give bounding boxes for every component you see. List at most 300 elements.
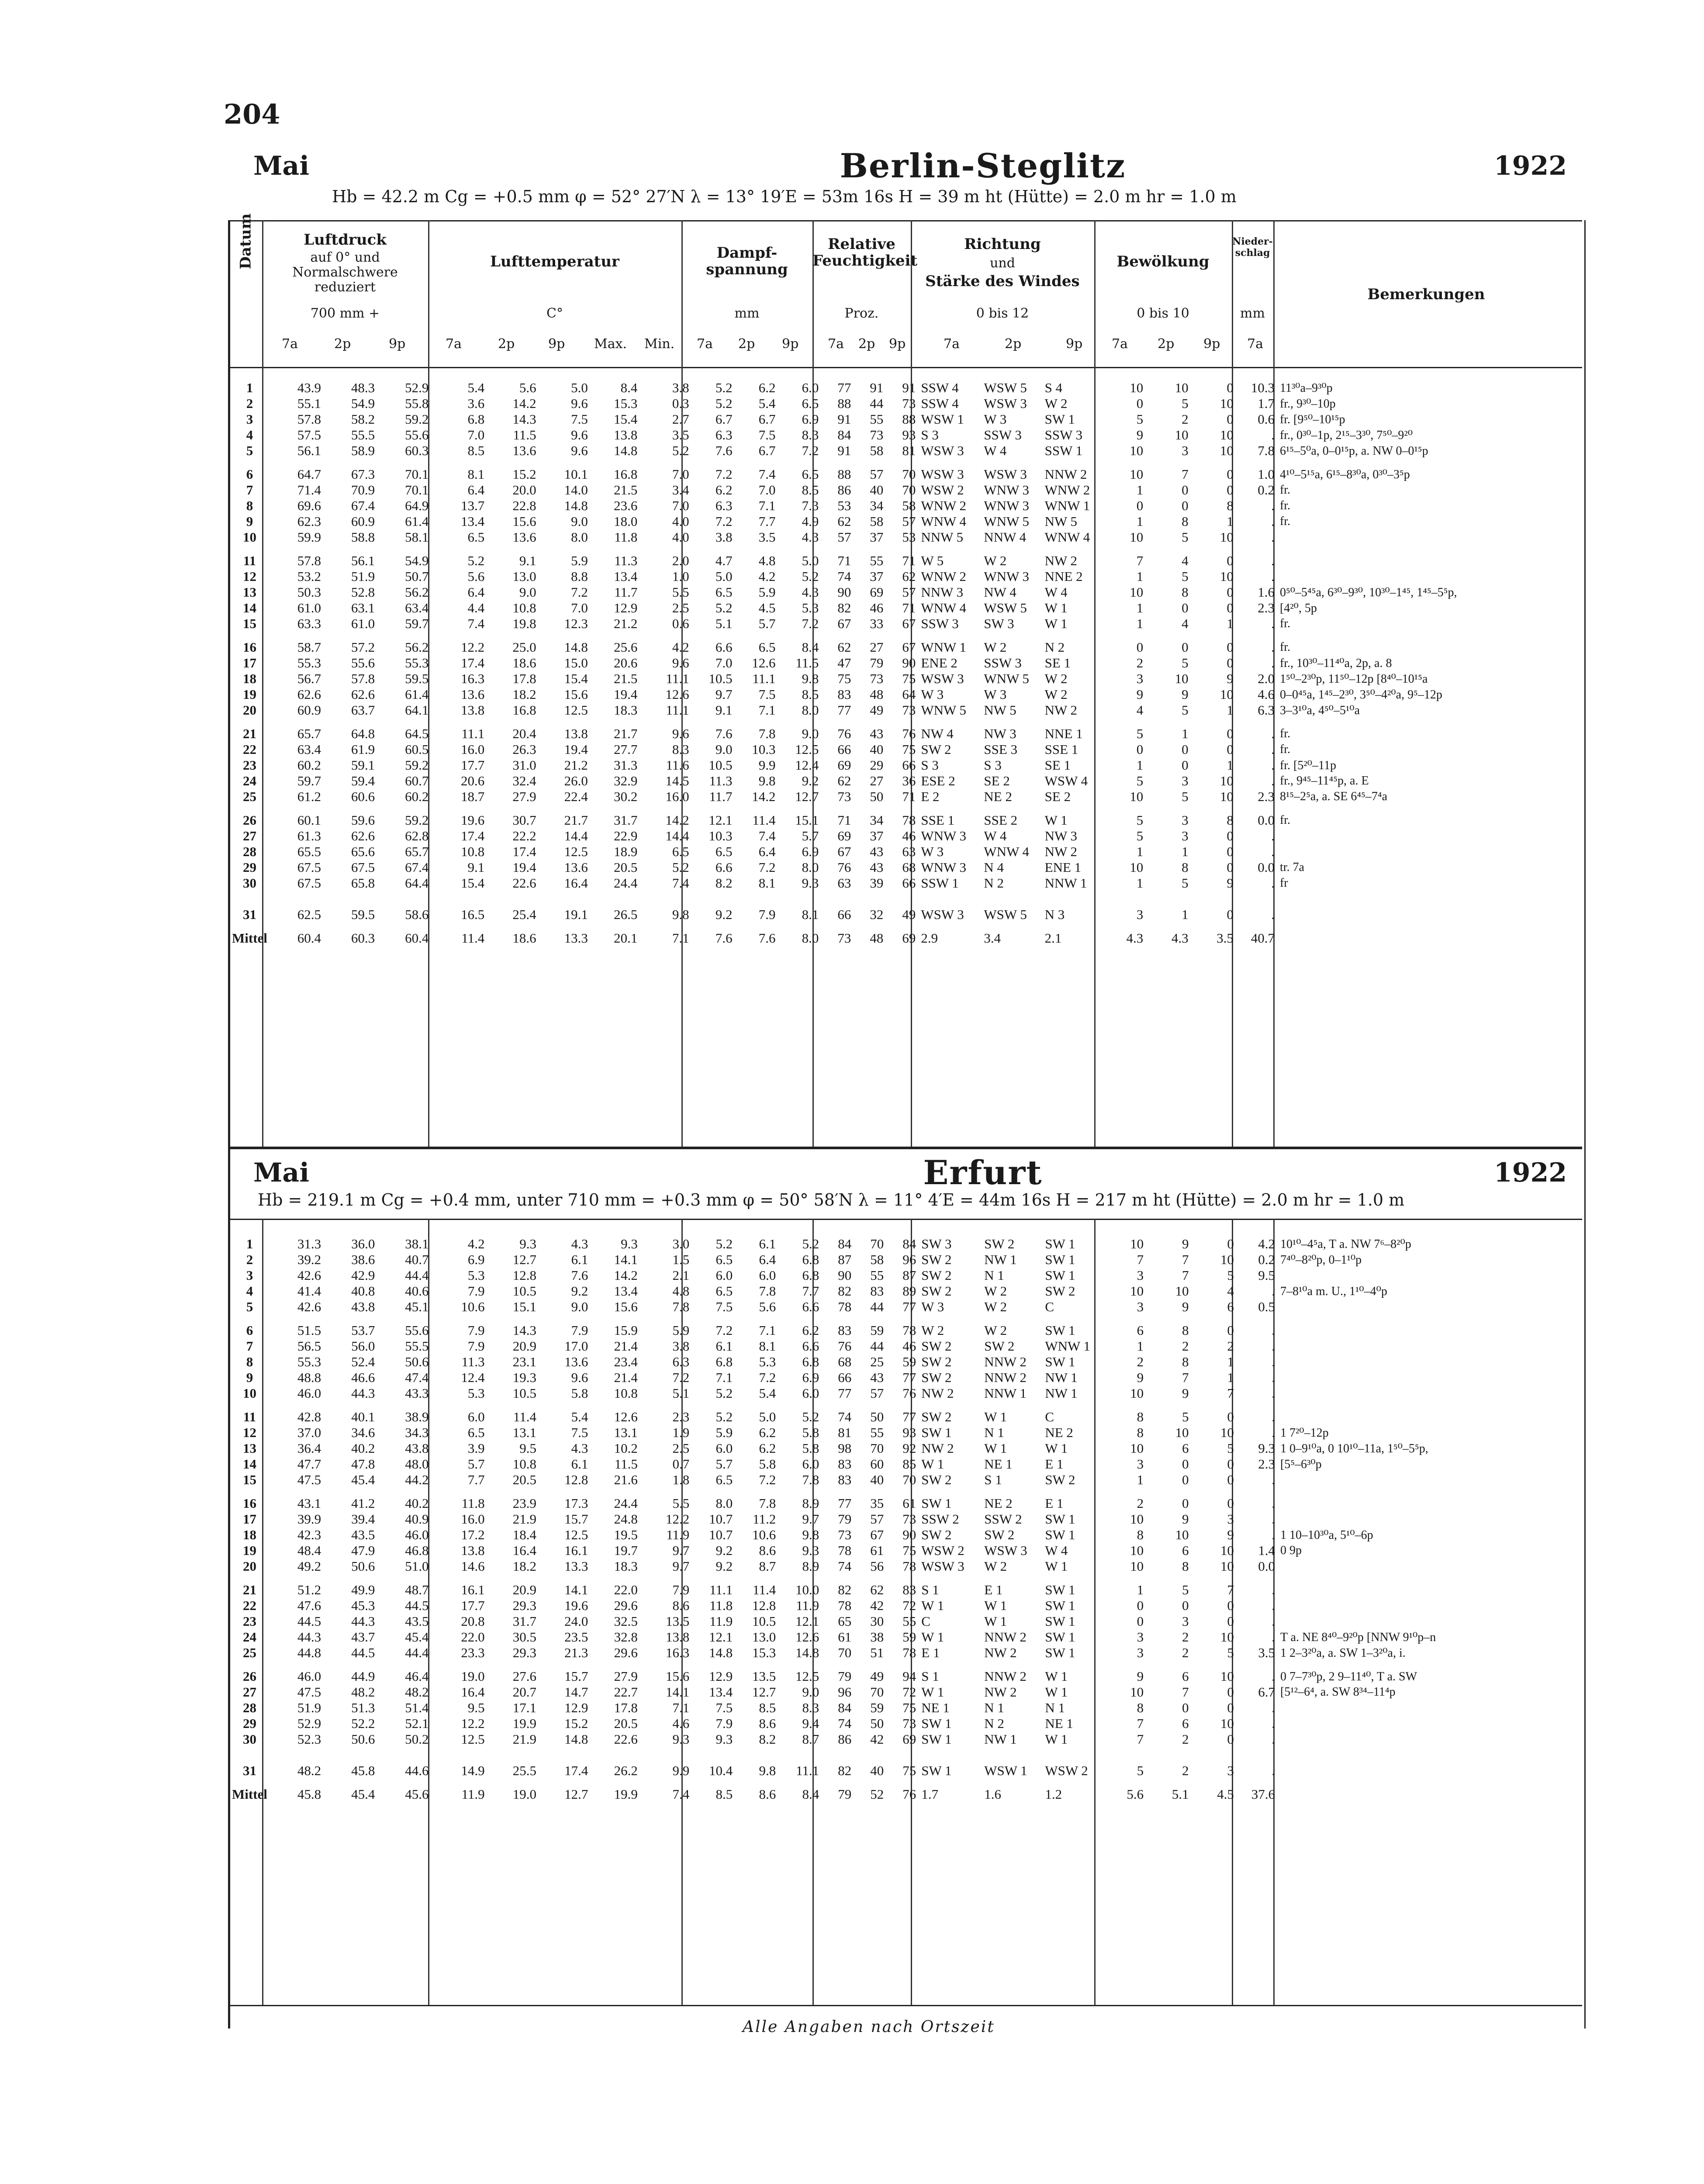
value-cell: 5.1 [672, 1386, 690, 1401]
value-cell: 60.1 [297, 812, 321, 828]
value-cell: 55 [870, 553, 884, 568]
value-cell: 75 [902, 1700, 916, 1715]
table-row [229, 1763, 1581, 1779]
value-cell: 27.7 [614, 742, 638, 757]
value-cell: 70.1 [405, 467, 429, 482]
value-cell: 6.7 [1258, 1684, 1275, 1700]
value-cell: 25.5 [512, 1763, 536, 1778]
value-cell: 5.8 [759, 1456, 776, 1472]
value-cell: 0 [1227, 828, 1234, 843]
value-cell: SW 1 [1045, 1354, 1075, 1369]
station1-constants: Hb = 42.2 m Cg = +0.5 mm φ = 52° 27′N λ = 13° 19′E = 53m 16s H = 39 m ht (Hütte) = 2.0 m hr = 1.0 m [332, 187, 1237, 206]
value-cell: 10 [1220, 1559, 1234, 1574]
value-cell: 60.9 [297, 702, 321, 718]
value-cell: 8.5 [802, 687, 819, 702]
value-cell: 16.8 [614, 467, 638, 482]
value-cell: 82 [838, 1763, 852, 1778]
value-cell: 50 [870, 789, 884, 804]
value-cell: 9.8 [672, 907, 689, 922]
value-cell: 12.5 [564, 844, 588, 859]
value-cell: 10.3 [752, 742, 776, 757]
value-cell: 75 [902, 742, 916, 757]
table-row [229, 1731, 1581, 1747]
value-cell: 3.5 [1258, 1645, 1275, 1660]
value-cell: 86 [837, 482, 851, 498]
value-cell: 9.5 [519, 1441, 536, 1456]
table-row [229, 569, 1581, 584]
value-cell: 12.6 [752, 655, 776, 670]
value-cell: 5.5 [672, 1496, 690, 1511]
value-cell: 7.0 [571, 600, 588, 615]
value-cell: 17.7 [461, 757, 485, 773]
value-cell: 11.3 [614, 553, 638, 568]
value-cell: 10 [1175, 427, 1189, 442]
value-cell: 48.2 [351, 1684, 375, 1700]
value-cell: 73 [902, 1716, 916, 1731]
col-datum: Datum [237, 213, 255, 270]
value-cell: 5.2 [715, 1236, 733, 1251]
value-cell: 39.4 [351, 1511, 375, 1527]
table-row [229, 907, 1581, 923]
value-cell: 37.0 [297, 1425, 321, 1440]
value-cell: 10 [1220, 443, 1234, 458]
value-cell: SE 1 [1044, 655, 1071, 670]
value-cell: . [1272, 1386, 1275, 1401]
value-cell: 69 [837, 757, 851, 773]
value-cell: 10 [1130, 467, 1144, 482]
value-cell: 40 [870, 1763, 884, 1778]
value-cell: 21.4 [614, 1370, 638, 1385]
remark-cell [1277, 828, 1581, 844]
value-cell: SW 2 [921, 1338, 952, 1354]
value-cell: . [1272, 1409, 1275, 1424]
value-cell: 10 [1220, 1669, 1234, 1684]
value-cell: 87 [838, 1252, 852, 1267]
value-cell: 7.3 [802, 498, 819, 513]
value-cell: 84 [838, 1236, 852, 1251]
remark-cell: fr. [1279, 617, 1291, 630]
value-cell: 10.5 [709, 757, 733, 773]
value-cell: 42 [870, 1598, 884, 1613]
value-cell: 11.4 [752, 812, 776, 828]
value-cell: ENE 2 [921, 655, 957, 670]
table-row [229, 1684, 1581, 1700]
value-cell: 10 [1130, 443, 1144, 458]
value-cell: 5.4 [571, 1409, 588, 1424]
value-cell: N 1 [984, 1700, 1004, 1715]
value-cell: 54.9 [405, 553, 429, 568]
table-row [229, 1511, 1581, 1527]
value-cell: 1.0 [1258, 467, 1275, 482]
value-cell: 0 [1227, 907, 1234, 922]
value-cell: . [1272, 1629, 1275, 1645]
value-cell: 7 [1182, 1268, 1189, 1283]
value-cell: 55 [902, 1614, 916, 1629]
value-cell: 7.1 [759, 1323, 776, 1338]
value-cell: 0 [1227, 742, 1234, 757]
value-cell: 10 [1220, 1252, 1234, 1267]
value-cell: 39 [870, 875, 884, 891]
value-cell: 20.0 [512, 482, 536, 498]
value-cell: NNW 2 [1044, 467, 1087, 482]
value-cell: 0 [1182, 1700, 1189, 1715]
value-cell: 41.2 [351, 1496, 375, 1511]
value-cell: 9.1 [519, 553, 536, 568]
value-cell: 11.9 [666, 1527, 690, 1542]
value-cell: 32.4 [512, 773, 536, 788]
value-cell: 70 [870, 1684, 884, 1700]
value-cell: 5.2 [802, 1236, 819, 1251]
value-cell: 0 [1227, 1236, 1234, 1251]
value-cell: 6.2 [759, 1441, 776, 1456]
value-cell: 14.2 [752, 789, 776, 804]
value-cell: W 1 [984, 1441, 1007, 1456]
value-cell: 32.9 [614, 773, 638, 788]
value-cell: 17.4 [461, 828, 485, 843]
day-cell: 28 [242, 1700, 256, 1715]
table-row [229, 1409, 1581, 1425]
value-cell: 53.7 [351, 1323, 375, 1338]
day-cell: 7 [246, 482, 253, 498]
time-label: 9p [548, 336, 565, 352]
value-cell: SSW 2 [921, 1511, 959, 1527]
value-cell: 10.2 [614, 1441, 638, 1456]
value-cell: 45.4 [351, 1472, 375, 1487]
col-lufttemperatur: Lufttemperatur [490, 253, 619, 270]
value-cell: 12.1 [709, 1629, 733, 1645]
value-cell: 33 [870, 616, 884, 631]
value-cell: 7.9 [672, 1582, 690, 1597]
value-cell: 9 [1227, 671, 1234, 686]
col-wind-unit: 0 bis 12 [976, 306, 1029, 321]
value-cell: 44.3 [297, 1629, 321, 1645]
value-cell: W 3 [984, 687, 1007, 702]
table-row [229, 1598, 1581, 1614]
value-cell: 10 [1130, 1283, 1144, 1299]
value-cell: 16.1 [461, 1582, 485, 1597]
value-cell: 9.0 [571, 1299, 588, 1314]
value-cell: 84 [902, 1236, 916, 1251]
remark-cell [1278, 1386, 1581, 1401]
value-cell: 48.7 [405, 1582, 429, 1597]
value-cell: 9.6 [672, 655, 689, 670]
value-cell: 46 [902, 828, 916, 843]
value-cell: 17.4 [461, 655, 485, 670]
remark-cell [1277, 907, 1581, 923]
value-cell: 7.7 [802, 1283, 819, 1299]
value-cell: SSE 1 [921, 812, 955, 828]
value-cell: 8.2 [759, 1731, 776, 1747]
value-cell: 10 [1220, 529, 1234, 545]
value-cell: 14.8 [614, 443, 638, 458]
table-row [229, 757, 1581, 773]
remark-cell: fr., 9⁴⁵–11⁴⁵p, a. E [1279, 774, 1369, 788]
value-cell: W 2 [1044, 671, 1068, 686]
time-label: 9p [389, 336, 406, 352]
value-cell: 48.3 [351, 380, 375, 395]
value-cell: NNW 4 [984, 529, 1027, 545]
day-cell: 6 [246, 1323, 253, 1338]
table-row [229, 482, 1581, 498]
value-cell: 8.7 [759, 1559, 776, 1574]
value-cell: 62 [837, 773, 851, 788]
value-cell: 6.6 [802, 1338, 819, 1354]
value-cell: 0 [1227, 600, 1234, 615]
value-cell: 15.3 [614, 396, 638, 411]
value-cell: 9.4 [802, 1716, 819, 1731]
value-cell: 0 [1227, 1409, 1234, 1424]
value-cell: 14.0 [564, 482, 588, 498]
value-cell: 20.9 [512, 1582, 536, 1597]
value-cell: 40.1 [351, 1409, 375, 1424]
value-cell: 9.6 [672, 726, 689, 741]
value-cell: . [1271, 529, 1275, 545]
value-cell: 22.8 [512, 498, 536, 513]
day-cell: 17 [242, 655, 256, 670]
value-cell: 25 [870, 1354, 884, 1369]
value-cell: 75 [837, 671, 851, 686]
value-cell: 19.9 [614, 1787, 638, 1802]
value-cell: 59 [902, 1629, 916, 1645]
value-cell: 31.3 [297, 1236, 321, 1251]
table-row [229, 655, 1581, 671]
value-cell: . [1272, 1669, 1275, 1684]
value-cell: 2 [1182, 1731, 1189, 1747]
value-cell: 0 [1182, 498, 1189, 513]
value-cell: 11.6 [666, 757, 689, 773]
value-cell: 94 [902, 1669, 916, 1684]
value-cell: 82 [838, 1582, 852, 1597]
value-cell: 1 [1136, 844, 1144, 859]
value-cell: 18.3 [614, 1559, 638, 1574]
value-cell: 75 [902, 1543, 916, 1558]
value-cell: 7 [1182, 1370, 1189, 1385]
station2-constants: Hb = 219.1 m Cg = +0.4 mm, unter 710 mm = +0.3 mm φ = 50° 58′N λ = 11° 4′E = 44m 16s H = 217 m ht (Hütte) = 2.0 m hr = 1.0 m [258, 1190, 1405, 1209]
value-cell: 61.4 [405, 687, 429, 702]
value-cell: 8.5 [467, 443, 485, 458]
day-cell: 18 [242, 1527, 256, 1542]
value-cell: SSW 4 [921, 380, 959, 395]
value-cell: SSW 3 [984, 427, 1022, 442]
value-cell: 8 [1227, 812, 1234, 828]
value-cell: SW 3 [921, 1236, 952, 1251]
value-cell: 91 [837, 411, 851, 427]
value-cell: 6.9 [802, 411, 819, 427]
value-cell: 12.5 [795, 1669, 819, 1684]
value-cell: 0 [1136, 742, 1144, 757]
value-cell: 6.2 [758, 380, 776, 395]
value-cell: 7.1 [758, 498, 776, 513]
value-cell: 13.0 [752, 1629, 776, 1645]
value-cell: 34.6 [351, 1425, 375, 1440]
value-cell: 0 [1227, 467, 1234, 482]
day-cell: Mittel [232, 930, 267, 946]
remark-cell: 1 7²⁰–12p [1280, 1426, 1329, 1440]
value-cell: 58.1 [405, 529, 429, 545]
table-row [229, 671, 1581, 687]
value-cell: 13.4 [614, 569, 638, 584]
value-cell: 10.6 [752, 1527, 776, 1542]
value-cell: 44.3 [351, 1386, 375, 1401]
col-bewoelkung: Bewölkung [1116, 253, 1210, 270]
value-cell: 41.4 [297, 1283, 321, 1299]
value-cell: SW 1 [1045, 1252, 1075, 1267]
value-cell: 0 [1227, 1456, 1234, 1472]
value-cell: 7.4 [467, 616, 485, 631]
value-cell: 72 [902, 1598, 916, 1613]
value-cell: 62 [870, 1582, 884, 1597]
value-cell: WNW 2 [921, 569, 966, 584]
value-cell: 55.1 [297, 396, 321, 411]
value-cell: 16.3 [666, 1645, 690, 1660]
value-cell: 59 [870, 1700, 884, 1715]
value-cell: 32 [870, 907, 884, 922]
value-cell: 7.9 [467, 1323, 485, 1338]
value-cell: 15.6 [512, 514, 536, 529]
value-cell: 15.2 [564, 1716, 588, 1731]
value-cell: 15.6 [666, 1669, 690, 1684]
value-cell: 6.4 [467, 482, 485, 498]
value-cell: 42.6 [297, 1299, 321, 1314]
value-cell: 51.9 [297, 1700, 321, 1715]
value-cell: . [1271, 828, 1275, 843]
value-cell: 11.8 [709, 1598, 733, 1613]
day-cell: 29 [242, 860, 256, 875]
value-cell: 55.3 [297, 655, 321, 670]
value-cell: 46 [870, 600, 884, 615]
value-cell: 7.9 [467, 1338, 485, 1354]
value-cell: WNW 1 [1045, 1338, 1090, 1354]
value-cell: 6.4 [467, 584, 485, 600]
value-cell: W 3 [921, 687, 944, 702]
value-cell: 9.8 [758, 773, 776, 788]
value-cell: 44.6 [405, 1763, 429, 1778]
value-cell: 78 [838, 1299, 852, 1314]
value-cell: 45.8 [351, 1763, 375, 1778]
value-cell: 59.7 [405, 616, 429, 631]
value-cell: 13.8 [564, 726, 588, 741]
day-cell: 2 [246, 1252, 253, 1267]
value-cell: 8.1 [802, 907, 819, 922]
value-cell: C [1045, 1409, 1054, 1424]
value-cell: 66 [838, 1370, 852, 1385]
value-cell: 15.7 [564, 1511, 588, 1527]
value-cell: 51.2 [297, 1582, 321, 1597]
value-cell: 61.4 [405, 514, 429, 529]
value-cell: 65.5 [297, 844, 321, 859]
value-cell: 1 [1227, 1354, 1234, 1369]
value-cell: 10.8 [614, 1386, 638, 1401]
day-cell: 21 [242, 726, 256, 741]
value-cell: 6.1 [571, 1252, 588, 1267]
value-cell: 7.2 [571, 584, 588, 600]
table-row [229, 498, 1581, 514]
value-cell: 2.0 [672, 553, 689, 568]
value-cell: 19.9 [512, 1716, 536, 1731]
value-cell: 71.4 [297, 482, 321, 498]
value-cell: 5.6 [1127, 1787, 1144, 1802]
value-cell: 9.7 [672, 1543, 690, 1558]
value-cell: 7.2 [759, 1370, 776, 1385]
value-cell: 1 [1136, 875, 1144, 891]
value-cell: 66 [837, 907, 851, 922]
value-cell: 55 [870, 1425, 884, 1440]
remark-cell [1278, 1354, 1581, 1370]
value-cell: NW 3 [1044, 828, 1077, 843]
value-cell: 4.0 [672, 529, 689, 545]
value-cell: 2.3 [1258, 600, 1275, 615]
value-cell: SW 1 [1045, 1645, 1075, 1660]
value-cell: 65.8 [351, 875, 375, 891]
value-cell: SW 1 [921, 1731, 952, 1747]
value-cell: SW 1 [1045, 1527, 1075, 1542]
value-cell: WNW 4 [921, 514, 966, 529]
value-cell: 7.5 [715, 1299, 733, 1314]
value-cell: WSW 3 [984, 467, 1027, 482]
value-cell: W 4 [1044, 584, 1068, 600]
value-cell: 14.4 [665, 828, 689, 843]
station2-data-table [229, 1236, 1581, 1802]
value-cell: 36.4 [297, 1441, 321, 1456]
value-cell: 30.5 [512, 1629, 536, 1645]
table-row [229, 467, 1581, 482]
value-cell: 44.4 [405, 1645, 429, 1660]
value-cell: 49 [870, 702, 884, 718]
value-cell: NNE 2 [1044, 569, 1083, 584]
value-cell: 7.2 [672, 1370, 690, 1385]
table-row [229, 600, 1581, 616]
value-cell: WSW 2 [921, 1543, 964, 1558]
value-cell: NE 1 [921, 1700, 950, 1715]
table-row [229, 1323, 1581, 1338]
value-cell: 10.5 [512, 1386, 536, 1401]
value-cell: 0 [1227, 482, 1234, 498]
value-cell: 12.9 [564, 1700, 588, 1715]
value-cell: 51.4 [405, 1700, 429, 1715]
col-dampf-unit: mm [734, 306, 760, 321]
value-cell: WSW 3 [921, 907, 964, 922]
value-cell: WNW 3 [984, 482, 1030, 498]
value-cell: 7.0 [672, 467, 689, 482]
value-cell: W 2 [984, 1323, 1007, 1338]
value-cell: 14.8 [564, 498, 588, 513]
value-cell: 8.3 [802, 1700, 819, 1715]
remark-cell: fr. [1279, 499, 1291, 512]
value-cell: 1 [1182, 726, 1189, 741]
value-cell: 5.6 [467, 569, 485, 584]
value-cell: 5.9 [715, 1425, 733, 1440]
value-cell: 21.9 [512, 1731, 536, 1747]
value-cell: 1 [1136, 514, 1144, 529]
value-cell: 0 [1227, 726, 1234, 741]
value-cell: WSW 1 [921, 411, 964, 427]
value-cell: 15.2 [512, 467, 536, 482]
value-cell: 6.8 [802, 1354, 819, 1369]
value-cell: SW 2 [921, 1268, 952, 1283]
value-cell: 3.5 [1217, 930, 1234, 946]
value-cell: 7.8 [802, 1472, 819, 1487]
value-cell: 70.1 [405, 482, 429, 498]
value-cell: NNW 5 [921, 529, 964, 545]
value-cell: 3.8 [672, 380, 689, 395]
value-cell: 10.0 [795, 1582, 819, 1597]
value-cell: 65.7 [405, 844, 429, 859]
value-cell: 57.8 [297, 411, 321, 427]
table-row [229, 553, 1581, 569]
value-cell: 61.0 [351, 616, 375, 631]
value-cell: NNW 2 [984, 1354, 1027, 1369]
value-cell: 43 [870, 860, 884, 875]
